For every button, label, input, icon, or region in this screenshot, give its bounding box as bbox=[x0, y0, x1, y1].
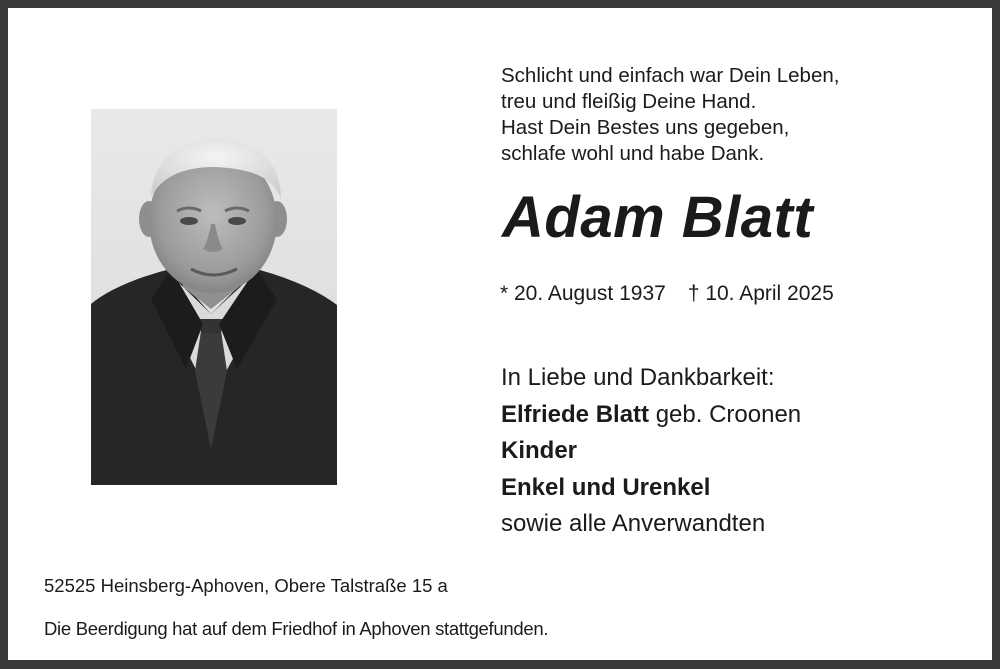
poem-line: treu und fleißig Deine Hand. bbox=[501, 90, 757, 113]
portrait-photo bbox=[91, 109, 337, 485]
poem-line: schlafe wohl und habe Dank. bbox=[501, 142, 765, 165]
relatives-line: sowie alle Anverwandten bbox=[501, 510, 766, 537]
poem-line: Hast Dein Bestes uns gegeben, bbox=[501, 116, 790, 139]
mourners-intro: In Liebe und Dankbarkeit: bbox=[501, 364, 775, 391]
memorial-poem bbox=[501, 63, 961, 167]
grandchildren-line: Enkel und Urenkel bbox=[501, 473, 711, 501]
birth-date: * 20. August 1937 bbox=[500, 282, 666, 305]
poem-line: Schlicht und einfach war Dein Leben, bbox=[501, 64, 840, 87]
death-date: † 10. April 2025 bbox=[687, 282, 834, 305]
spouse-line bbox=[501, 397, 801, 434]
deceased-name: Adam Blatt bbox=[502, 185, 814, 250]
life-dates bbox=[500, 280, 834, 308]
family-address: 52525 Heinsberg-Aphoven, Obere Talstraße 15 a bbox=[44, 575, 448, 596]
burial-note: Die Beerdigung hat auf dem Friedhof in Aphoven stattgefunden. bbox=[44, 618, 549, 639]
children-line: Kinder bbox=[501, 437, 578, 464]
spouse-maiden-name: geb. Croonen bbox=[649, 400, 802, 428]
obituary-card bbox=[8, 8, 992, 660]
mourners-list bbox=[501, 360, 801, 543]
spouse-name: Elfriede Blatt bbox=[501, 400, 650, 428]
portrait-image bbox=[91, 109, 337, 485]
